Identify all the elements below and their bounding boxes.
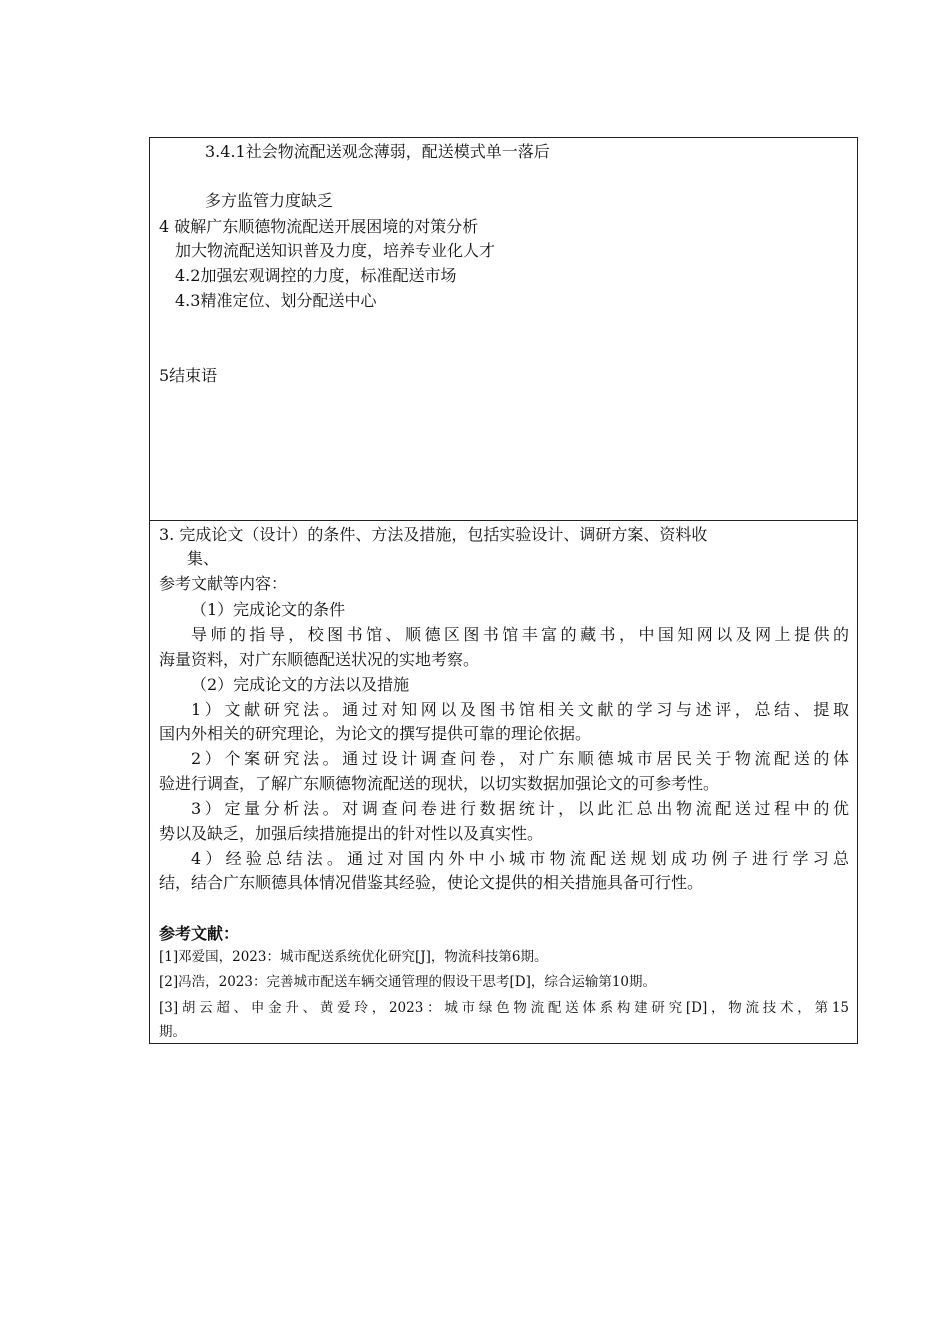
section-3-heading-cont: 集、 bbox=[187, 549, 220, 568]
reference-3-line2: 期。 bbox=[159, 1024, 186, 1040]
outline-4-1: 加大物流配送知识普及力度，培养专业化人才 bbox=[175, 241, 496, 260]
reference-3-line1: [3]胡云超、申金升、黄爱玲，2023：城市绿色物流配送体系构建研究[D]，物流技术，第15 bbox=[159, 1000, 849, 1016]
method-1-line2: 国内外相关的研究理论，为论文的撰写提供可靠的理论依据。 bbox=[159, 724, 592, 743]
outline-3-4-1: 3.4.1社会物流配送观念薄弱，配送模式单一落后 bbox=[205, 142, 550, 161]
method-2-line1: 2）个案研究法。通过设计调查问卷，对广东顺德城市居民关于物流配送的体 bbox=[191, 749, 849, 768]
outline-supervision: 多方监管力度缺乏 bbox=[205, 191, 334, 210]
references-title: 参考文献： bbox=[159, 924, 240, 943]
method-3-line1: 3）定量分析法。对调查问卷进行数据统计，以此汇总出物流配送过程中的优 bbox=[191, 799, 849, 818]
reference-1: [1]邓爱国，2023：城市配送系统优化研究[J]，物流科技第6期。 bbox=[159, 949, 548, 965]
outline-4-3: 4.3精准定位、划分配送中心 bbox=[175, 291, 377, 310]
section-3-heading-end: 参考文献等内容： bbox=[159, 574, 288, 593]
outline-4-2: 4.2加强宏观调控的力度，标准配送市场 bbox=[175, 266, 457, 285]
method-2-line2: 验进行调查，了解广东顺德物流配送的现状，以切实数据加强论文的可参考性。 bbox=[159, 774, 720, 793]
table-row-divider bbox=[149, 520, 858, 521]
section-3-heading: 3. 完成论文（设计）的条件、方法及措施，包括实验设计、调研方案、资料收 bbox=[159, 525, 708, 544]
outline-chapter-5: 5结束语 bbox=[159, 366, 218, 385]
method-3-line2: 势以及缺乏，加强后续措施提出的针对性以及真实性。 bbox=[159, 824, 544, 843]
outline-chapter-4: 4 破解广东顺德物流配送开展困境的对策分析 bbox=[159, 217, 479, 236]
method-4-line1: 4）经验总结法。通过对国内外中小城市物流配送规划成功例子进行学习总 bbox=[191, 849, 849, 868]
reference-2: [2]冯浩，2023：完善城市配送车辆交通管理的假设干思考[D]，综合运输第10期。 bbox=[159, 974, 657, 990]
method-4-line2: 结，结合广东顺德具体情况借鉴其经验，使论文提供的相关措施具备可行性。 bbox=[159, 873, 704, 892]
method-1-line1: 1）文献研究法。通过对知网以及图书馆相关文献的学习与述评，总结、提取 bbox=[191, 700, 849, 719]
conditions-text-line1: 导师的指导，校图书馆、顺德区图书馆丰富的藏书，中国知网以及网上提供的 bbox=[191, 625, 849, 644]
methods-title: （2）完成论文的方法以及措施 bbox=[191, 675, 410, 694]
conditions-title: （1）完成论文的条件 bbox=[191, 600, 346, 619]
conditions-text-line2: 海量资料，对广东顺德配送状况的实地考察。 bbox=[159, 650, 480, 669]
